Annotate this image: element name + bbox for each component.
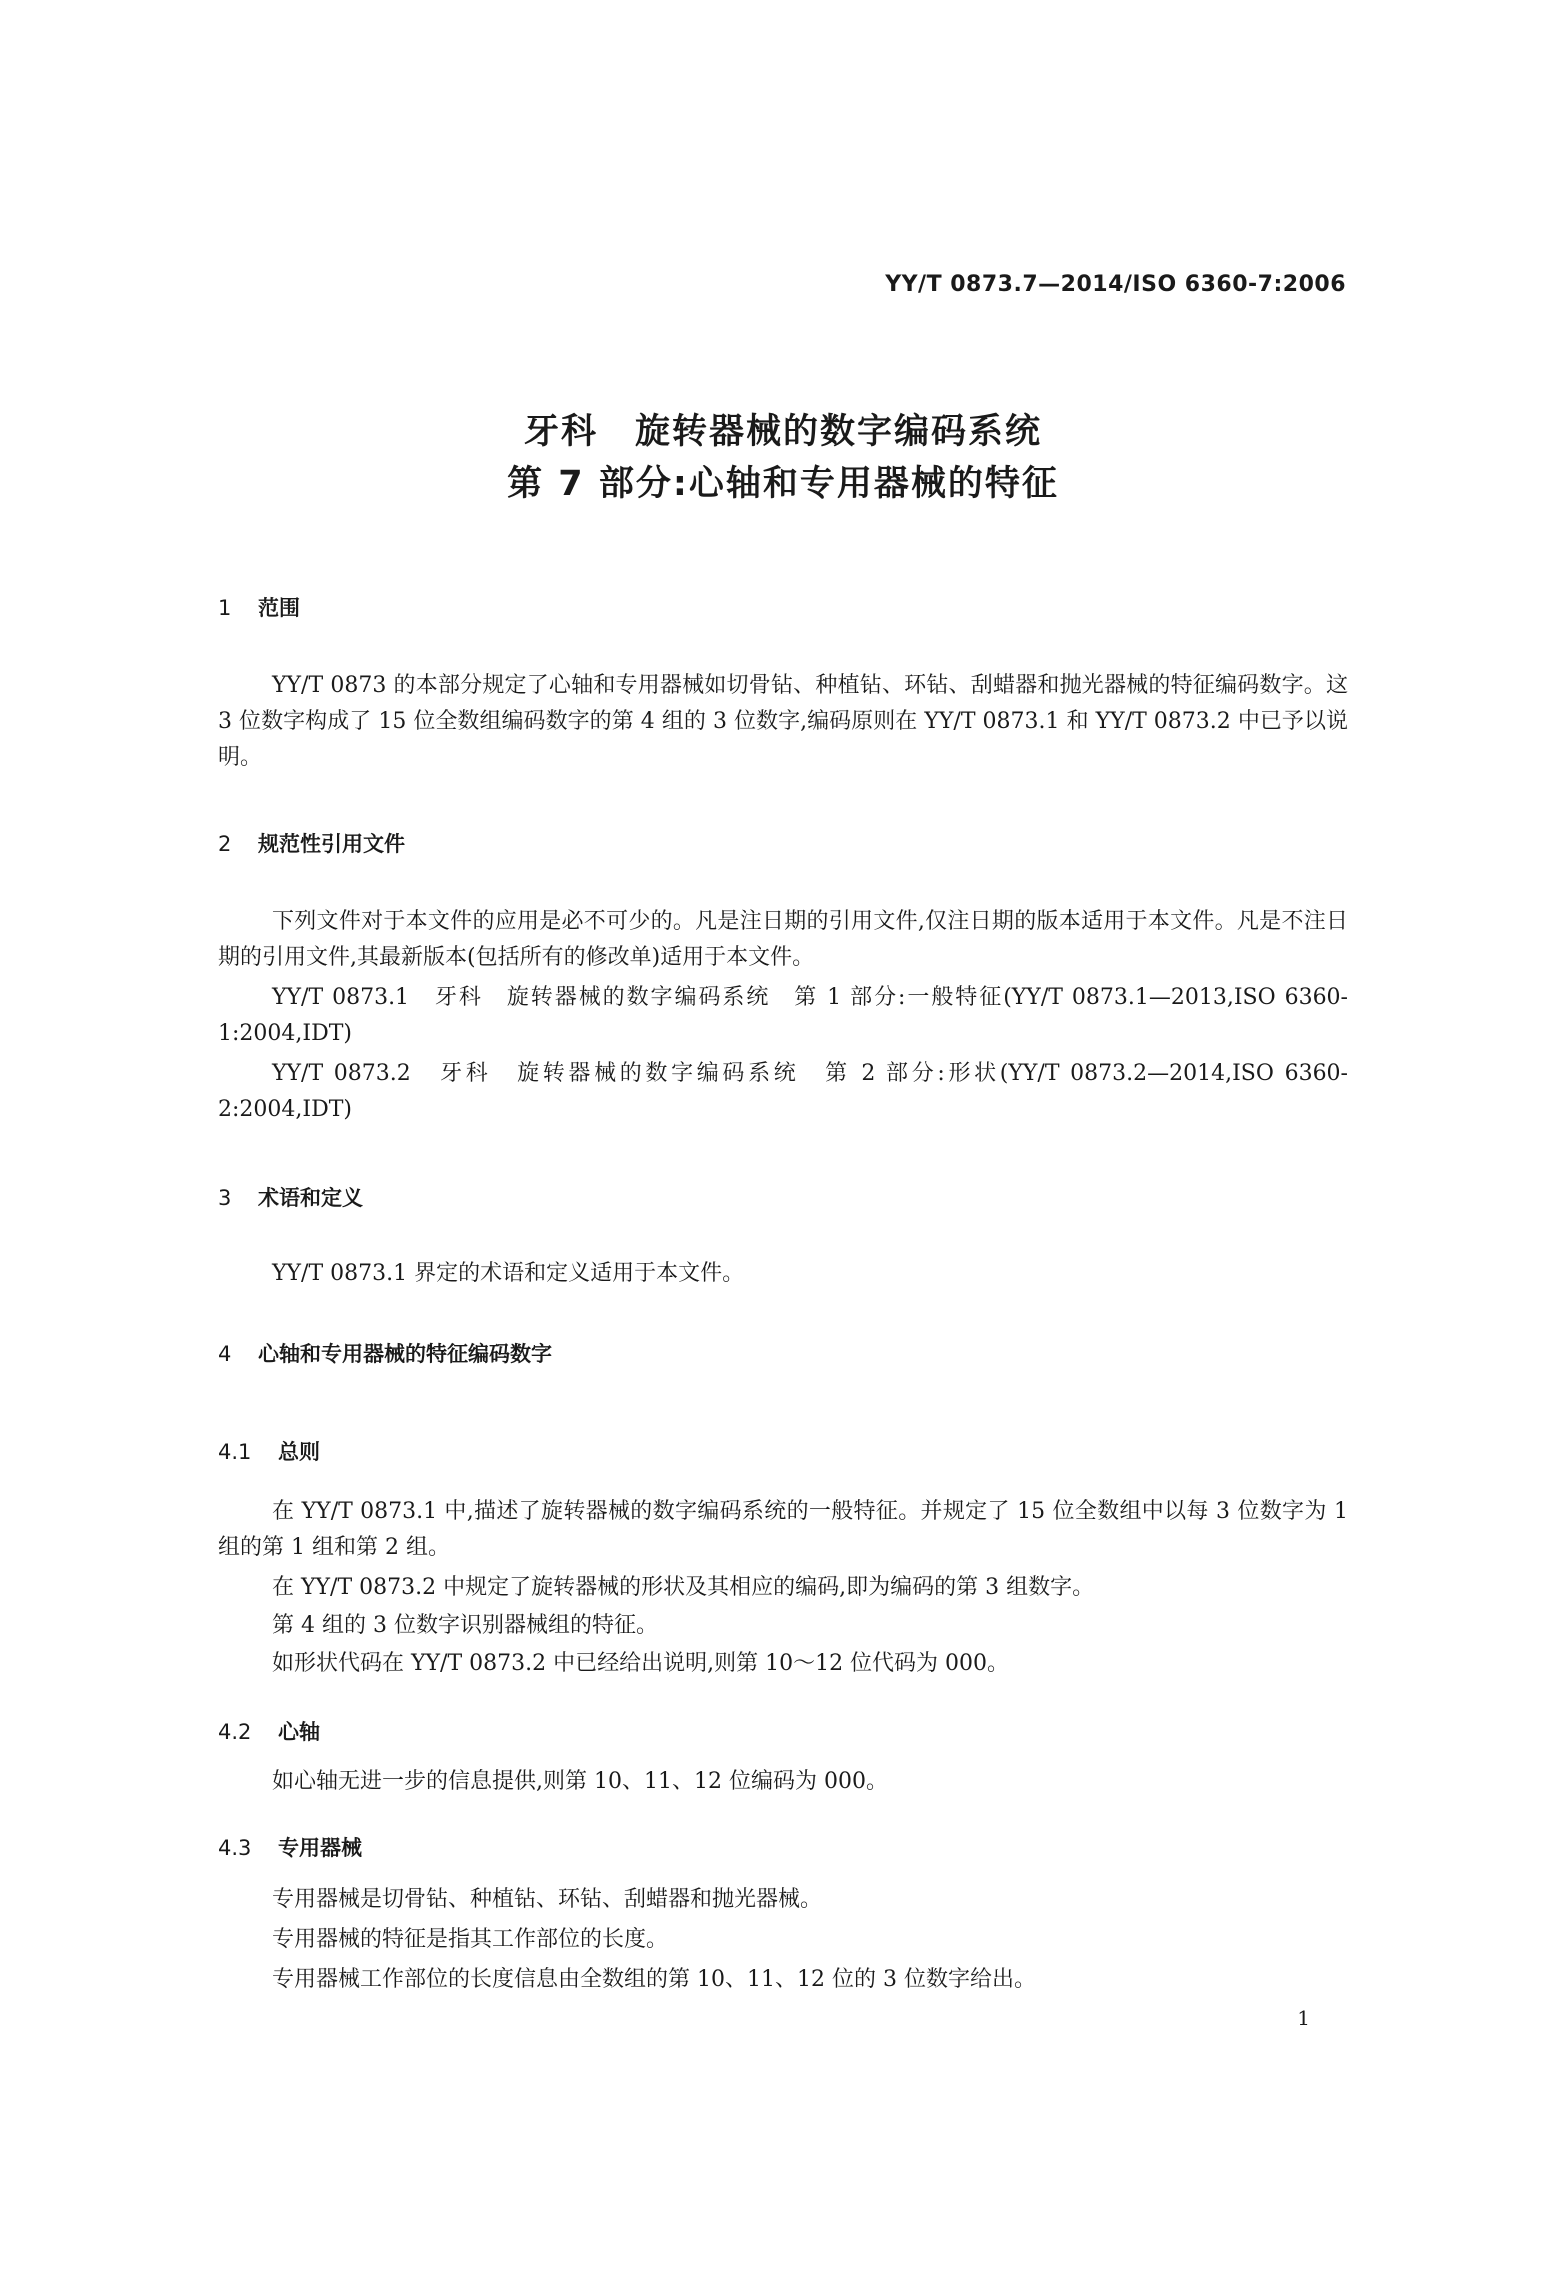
section-4-3-paragraph-3: 专用器械工作部位的长度信息由全数组的第 10、11、12 位的 3 位数字给出。 [272, 1967, 1036, 1992]
section-3-paragraph: YY/T 0873.1 界定的术语和定义适用于本文件。 [272, 1261, 745, 1286]
section-number: 3 [218, 1186, 232, 1210]
section-title: 专用器械 [278, 1836, 362, 1860]
section-title: 总则 [278, 1440, 320, 1464]
section-number: 4.3 [218, 1836, 252, 1860]
section-4-2-paragraph: 如心轴无进一步的信息提供,则第 10、11、12 位编码为 000。 [272, 1769, 888, 1794]
section-4-heading [218, 1338, 552, 1368]
section-2-paragraph: 下列文件对于本文件的应用是必不可少的。凡是注日期的引用文件,仅注日期的版本适用于本文件。凡是不注日期的引用文件,其最新版本(包括所有的修改单)适用于本文件。 [218, 909, 1348, 970]
section-title: 心轴 [278, 1720, 320, 1744]
section-3-heading [218, 1182, 363, 1212]
section-number: 4 [218, 1342, 232, 1366]
section-number: 1 [218, 596, 232, 620]
section-title: 术语和定义 [258, 1186, 363, 1210]
section-4-1-paragraph-1: 在 YY/T 0873.1 中,描述了旋转器械的数字编码系统的一般特征。并规定了 15 位全数组中以每 3 位数字为 1 组的第 1 组和第 2 组。 [218, 1499, 1348, 1560]
section-title: 心轴和专用器械的特征编码数字 [258, 1342, 552, 1366]
normative-reference-2: YY/T 0873.2 牙科 旋转器械的数字编码系统 第 2 部分:形状(YY/T 0873.2—2014,ISO 6360-2:2004,IDT) [218, 1061, 1348, 1122]
section-number: 4.2 [218, 1720, 252, 1744]
document-title-line-1: 牙科 旋转器械的数字编码系统 [523, 412, 1042, 452]
section-2-heading [218, 828, 405, 858]
section-title: 范围 [258, 596, 300, 620]
section-4-1-heading [218, 1436, 320, 1466]
document-title-line-2: 第 7 部分:心轴和专用器械的特征 [507, 464, 1059, 504]
standard-code: YY/T 0873.7—2014/ISO 6360-7:2006 [885, 272, 1346, 297]
normative-reference-1: YY/T 0873.1 牙科 旋转器械的数字编码系统 第 1 部分:一般特征(YY/T 0873.1—2013,ISO 6360-1:2004,IDT) [218, 985, 1348, 1046]
section-4-1-paragraph-2: 在 YY/T 0873.2 中规定了旋转器械的形状及其相应的编码,即为编码的第 3 组数字。 [272, 1575, 1095, 1600]
section-title: 规范性引用文件 [258, 832, 405, 856]
section-4-1-paragraph-4: 如形状代码在 YY/T 0873.2 中已经给出说明,则第 10～12 位代码为 000。 [272, 1651, 1010, 1676]
section-1-heading [218, 592, 300, 622]
section-number: 4.1 [218, 1440, 252, 1464]
section-4-1-paragraph-3: 第 4 组的 3 位数字识别器械组的特征。 [272, 1613, 658, 1638]
section-1-paragraph: YY/T 0873 的本部分规定了心轴和专用器械如切骨钻、种植钻、环钻、刮蜡器和抛光器械的特征编码数字。这 3 位数字构成了 15 位全数组编码数字的第 4 组的 3 位数字,编码原则在 YY/T 0873.1 和 YY/T 0873.2 中已予以说明。 [218, 673, 1348, 770]
section-4-2-heading [218, 1716, 320, 1746]
section-number: 2 [218, 832, 232, 856]
section-4-3-paragraph-1: 专用器械是切骨钻、种植钻、环钻、刮蜡器和抛光器械。 [272, 1887, 823, 1912]
section-4-3-heading [218, 1832, 362, 1862]
section-4-3-paragraph-2: 专用器械的特征是指其工作部位的长度。 [272, 1927, 669, 1952]
page-number: 1 [1297, 2006, 1310, 2030]
